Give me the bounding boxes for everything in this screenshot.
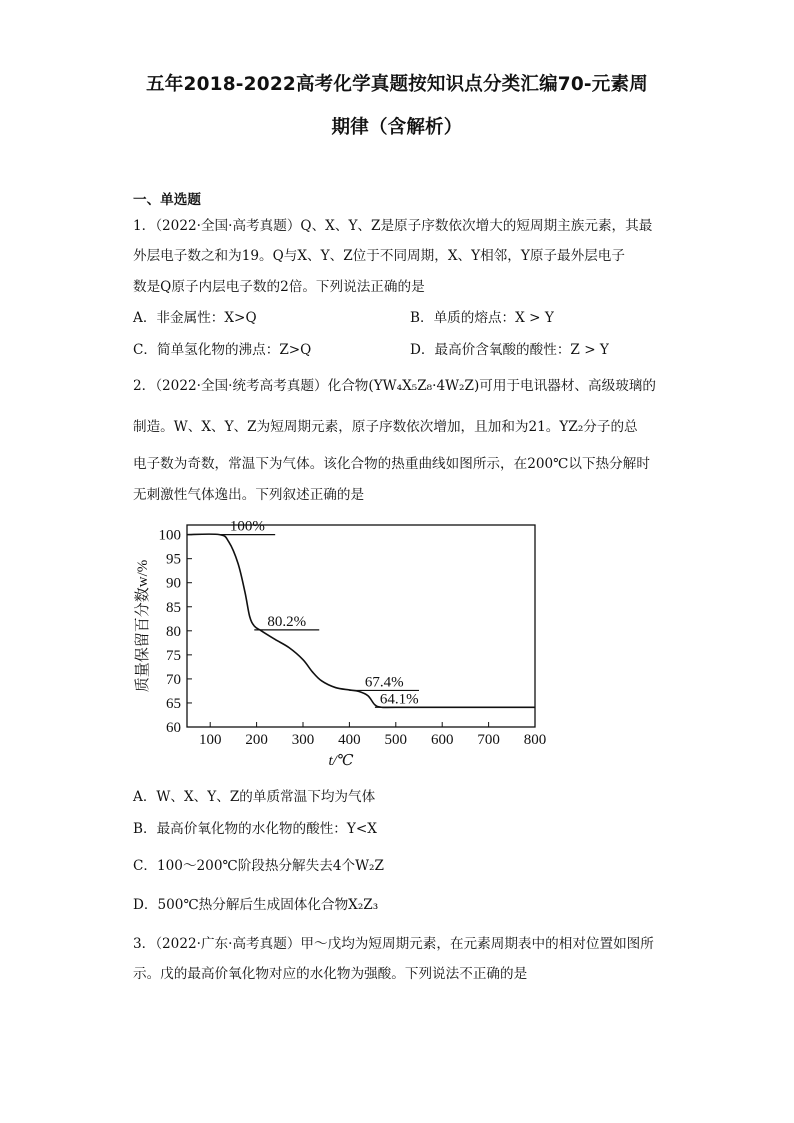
y-tick-label: 80 <box>166 623 181 640</box>
q2-stem-line4: 无刺激性气体逸出。下列叙述正确的是 <box>133 487 365 503</box>
q2-option-d[interactable]: D．500℃热分解后生成固体化合物X₂Z₃ <box>133 897 379 913</box>
y-tick-label: 100 <box>158 527 181 544</box>
x-tick-label: 500 <box>384 732 408 748</box>
document-title-line2: 期律（含解析） <box>331 117 463 138</box>
q1-option-c[interactable]: C．简单氢化物的沸点：Z>Q <box>133 342 312 358</box>
y-tick-label: 75 <box>166 647 181 664</box>
y-tick-label: 65 <box>166 695 181 712</box>
q1-option-b[interactable]: B．单质的熔点：X > Y <box>410 310 554 326</box>
y-tick-label: 85 <box>166 599 181 616</box>
q2-option-c[interactable]: C．100～200℃阶段热分解失去4个W₂Z <box>133 858 384 874</box>
x-tick-label: 100 <box>198 732 222 748</box>
annotation-label: 64.1% <box>379 691 419 708</box>
q2-stem-line1: 2．（2022·全国·统考高考真题）化合物(YW₄X₅Z₈·4W₂Z)可用于电讯器材、高级玻璃的 <box>133 378 656 394</box>
q3-stem-line1: 3．（2022·广东·高考真题）甲～戊均为短周期元素，在元素周期表中的相对位置如图所 <box>133 936 654 952</box>
x-tick-label: 700 <box>477 732 500 748</box>
q2-option-b[interactable]: B．最高价氧化物的水化物的酸性：Y<X <box>133 821 377 837</box>
x-tick-label: 800 <box>523 732 547 748</box>
q1-option-d[interactable]: D．最高价含氧酸的酸性：Z > Y <box>410 342 609 358</box>
thermogravimetric-chart <box>130 515 560 777</box>
annotation-label: 67.4% <box>364 674 404 691</box>
y-tick-label: 95 <box>166 551 181 568</box>
document-title-line1: 五年2018-2022高考化学真题按知识点分类汇编70-元素周 <box>146 74 648 95</box>
y-tick-label: 90 <box>166 575 181 592</box>
x-tick-label: 400 <box>338 732 361 748</box>
q2-stem-line2: 制造。W、X、Y、Z为短周期元素，原子序数依次增加，且加和为21。YZ₂分子的总 <box>133 419 638 435</box>
y-tick-label: 70 <box>166 671 181 688</box>
q1-stem-line3: 数是Q原子内层电子数的2倍。下列说法正确的是 <box>133 279 425 295</box>
q1-stem-line2: 外层电子数之和为19。Q与X、Y、Z位于不同周期，X、Y相邻，Y原子最外层电子 <box>133 248 625 264</box>
y-tick-label: 60 <box>166 720 181 736</box>
x-tick-label: 200 <box>245 732 268 748</box>
annotation-label: 100% <box>229 518 265 535</box>
series-line <box>187 534 535 707</box>
plot-frame <box>187 525 535 727</box>
y-axis-label: 质量保留百分数w/% <box>135 559 151 693</box>
q1-stem-line1: 1．（2022·全国·高考真题）Q、X、Y、Z是原子序数依次增大的短周期主族元素，其最 <box>133 218 653 234</box>
q1-option-a[interactable]: A．非金属性：X>Q <box>133 310 257 326</box>
section-heading: 一、单选题 <box>133 192 201 208</box>
x-tick-label: 300 <box>291 732 315 748</box>
annotation-label: 80.2% <box>267 613 307 630</box>
q3-stem-line2: 示。戊的最高价氧化物对应的水化物为强酸。下列说法不正确的是 <box>133 966 528 982</box>
x-tick-label: 600 <box>430 732 454 748</box>
q2-stem-line3: 电子数为奇数，常温下为气体。该化合物的热重曲线如图所示，在200℃以下热分解时 <box>133 456 650 472</box>
q2-option-a[interactable]: A．W、X、Y、Z的单质常温下均为气体 <box>133 789 376 805</box>
x-axis-label: t/℃ <box>328 753 354 769</box>
